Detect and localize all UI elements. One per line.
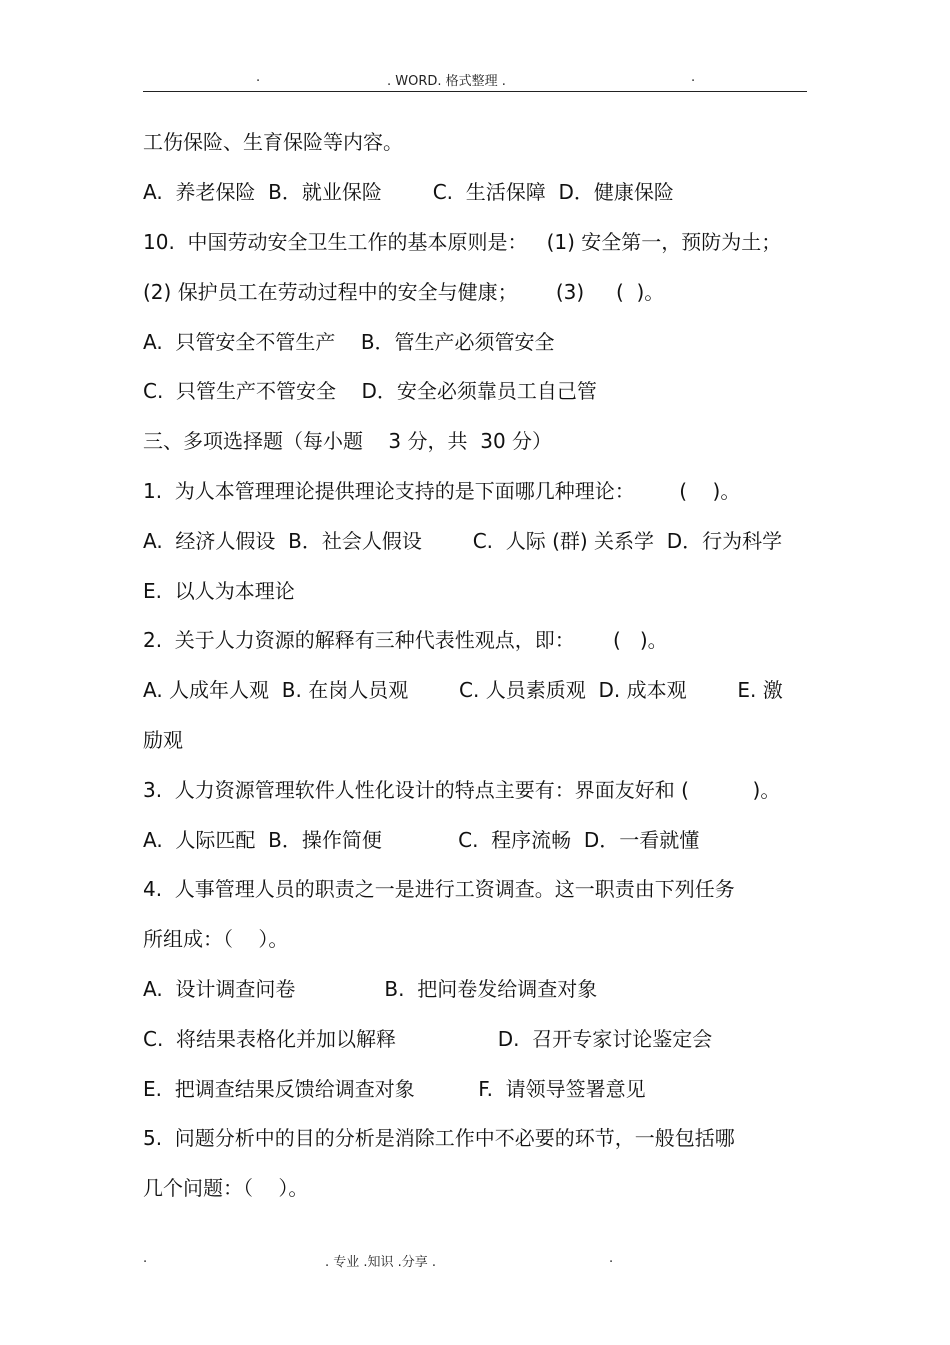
text-line: A. 设计调查问卷 B. 把问卷发给调查对象 <box>143 977 598 1001</box>
text-line: A. 人成年人观 B. 在岗人员观 C. 人员素质观 D. 成本观 E. 激 <box>143 678 783 702</box>
text-line: E. 以人为本理论 <box>143 579 295 603</box>
text-line: 1. 为人本管理理论提供理论支持的是下面哪几种理论： ( )。 <box>143 479 741 503</box>
header-title: . WORD. 格式整理 . <box>387 74 506 89</box>
text-line: 3. 人力资源管理软件人性化设计的特点主要有：界面友好和 ( )。 <box>143 778 781 802</box>
header-right-dot: . <box>691 70 696 85</box>
text-line: 励观 <box>143 728 183 752</box>
text-line: 几个问题：（ ）。 <box>143 1176 309 1200</box>
text-line: 所组成：（ ）。 <box>143 927 289 951</box>
text-line: 10. 中国劳动安全卫生工作的基本原则是： (1) 安全第一，预防为土； <box>143 230 782 254</box>
text-line: 2. 关于人力资源的解释有三种代表性观点，即： ( )。 <box>143 628 668 652</box>
text-line: C. 只管生产不管安全 D．安全必须靠员工自己管 <box>143 379 597 403</box>
text-line: A. 人际匹配 B．操作简便 C. 程序流畅 D．一看就懂 <box>143 828 700 852</box>
text-line: 工伤保险、生育保险等内容。 <box>143 130 403 154</box>
page-footer <box>143 1251 807 1269</box>
text-line: E. 把调查结果反馈给调查对象 F. 请领导签署意见 <box>143 1077 646 1101</box>
text-line: C. 将结果表格化并加以解释 D. 召开专家讨论鉴定会 <box>143 1027 713 1051</box>
footer-text: . 专业 .知识 .分享 . <box>325 1255 437 1270</box>
header-rule <box>143 91 807 92</box>
text-line: A. 养老保险 B．就业保险 C. 生活保障 D．健康保险 <box>143 180 674 204</box>
footer-right-dot: . <box>609 1251 614 1266</box>
text-line: 5. 问题分析中的目的分析是消除工作中不必要的环节，一般包括哪 <box>143 1126 735 1150</box>
text-line: 4. 人事管理人员的职责之一是进行工资调查。这一职责由下列任务 <box>143 877 735 901</box>
page-header <box>143 70 807 90</box>
text-line: (2) 保护员工在劳动过程中的安全与健康； (3) ( )。 <box>143 280 665 304</box>
text-line: A. 只管安全不管生产 B．管生产必须管安全 <box>143 330 555 354</box>
section-heading: 三、多项选择题（每小题 3 分，共 30 分） <box>143 429 553 453</box>
text-line: A. 经济人假设 B．社会人假设 C. 人际 (群) 关系学 D．行为科学 <box>143 529 783 553</box>
header-left-dot: . <box>256 70 261 85</box>
footer-left-dot: . <box>143 1251 148 1266</box>
